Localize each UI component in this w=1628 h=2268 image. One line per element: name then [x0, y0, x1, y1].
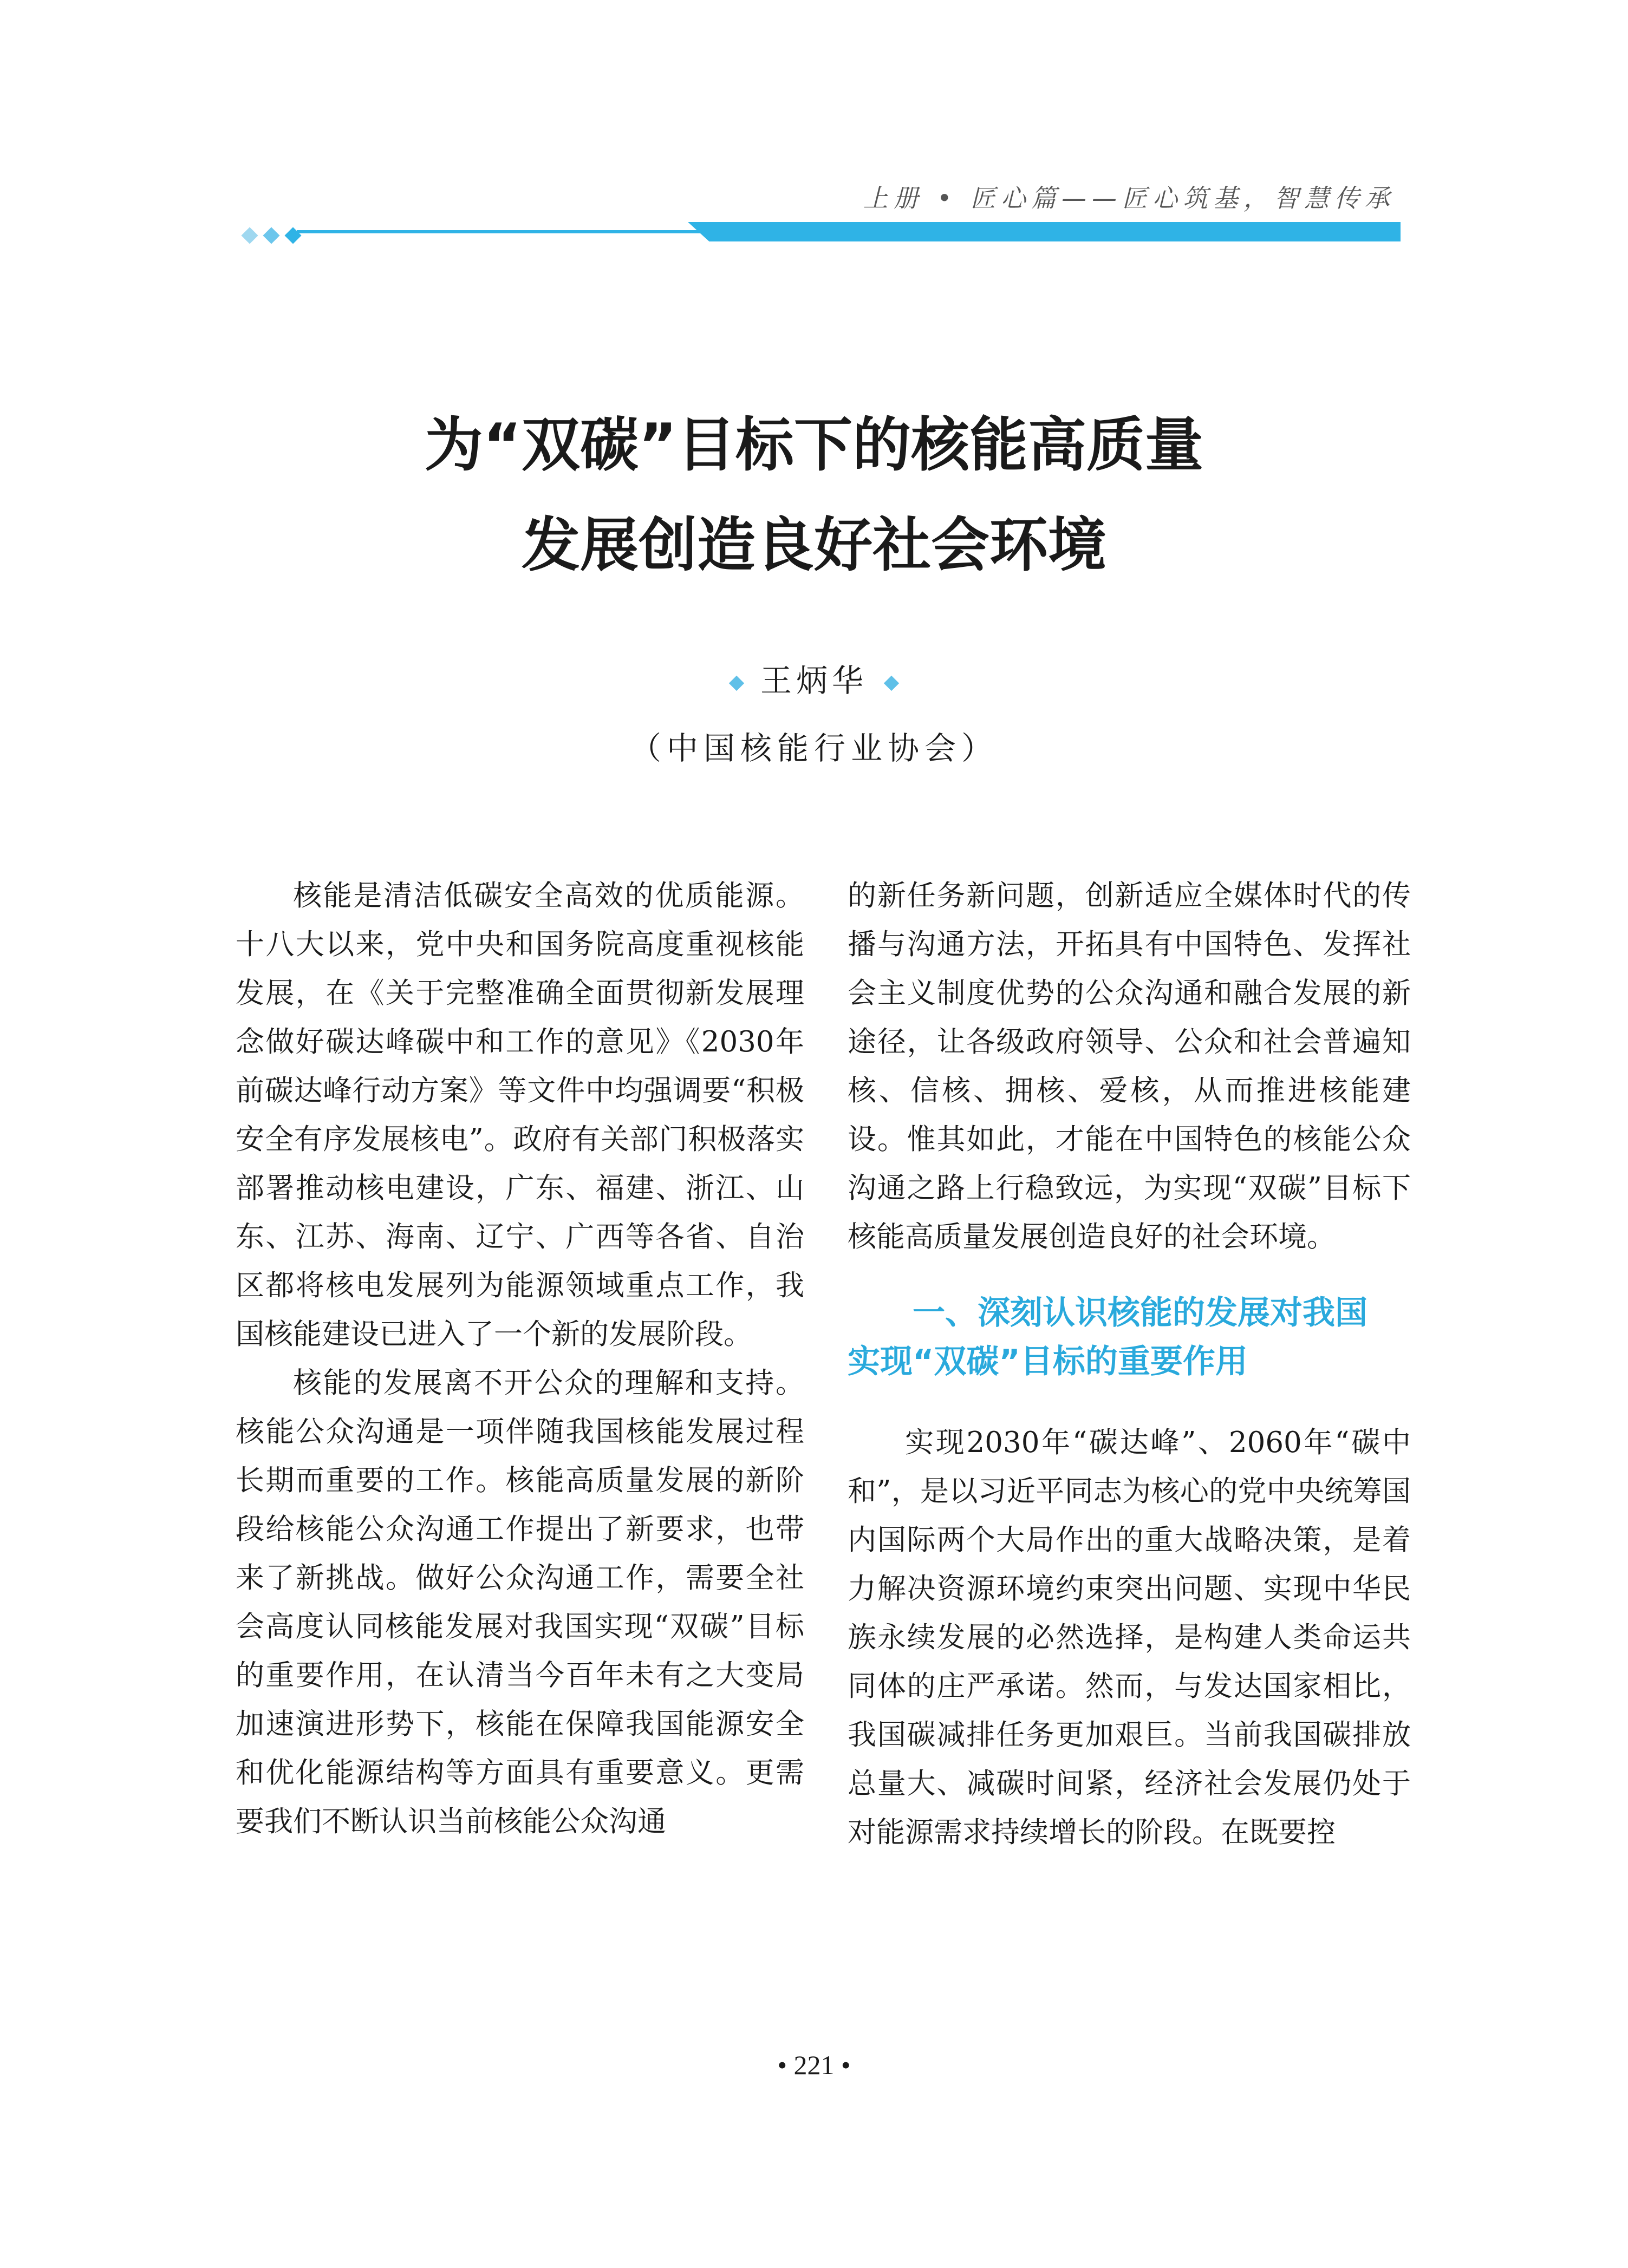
header-diamond-icon — [241, 227, 258, 244]
header-diamond-icon — [263, 227, 279, 244]
paragraph: 的新任务新问题，创新适应全媒体时代的传播与沟通方法，开拓具有中国特色、发挥社会主义制度优势的公众沟通和融合发展的新途径，让各级政府领导、公众和社会普遍知核、信核、拥核、爱核，从而推进核能建设。惟其如此，才能在中国特色的核能公众沟通之路上行稳致远，为实现“双碳”目标下核能高质量发展创造良好的社会环境。 — [848, 879, 1411, 1253]
page-number: • 221 • — [777, 2050, 851, 2080]
right-column — [848, 872, 1411, 1857]
author-line — [0, 655, 1628, 701]
author-affiliation: （中国核能行业协会） — [629, 730, 998, 767]
author-name: 王炳华 — [760, 662, 868, 699]
diamond-icon — [884, 676, 899, 691]
header-rule — [297, 230, 1401, 233]
paragraph: 核能是清洁低碳安全高效的优质能源。十八大以来，党中央和国务院高度重视核能发展，在《关于完整准确全面贯彻新发展理念做好碳达峰碳中和工作的意见》《2030年前碳达峰行动方案》等文件中均强调要“积极安全有序发展核电”。政府有关部门积极落实部署推动核电建设，广东、福建、浙江、山东、江苏、海南、辽宁、广西等各省、自治区都将核电发展列为能源领域重点工作，我国核能建设已进入了一个新的发展阶段。 — [236, 879, 804, 1351]
section-heading — [848, 1289, 1411, 1386]
diamond-icon — [729, 676, 744, 691]
paragraph: 实现2030年“碳达峰”、2060年“碳中和”，是以习近平同志为核心的党中央统筹国内国际两个大局作出的重大战略决策，是着力解决资源环境约束突出问题、实现中华民族永续发展的必然选择，是构建人类命运共同体的庄严承诺。然而，与发达国家相比，我国碳减排任务更加艰巨。当前我国碳排放总量大、减碳时间紧，经济社会发展仍处于对能源需求持续增长的阶段。在既要控 — [848, 1426, 1411, 1849]
paragraph: 核能的发展离不开公众的理解和支持。核能公众沟通是一项伴随我国核能发展过程长期而重要的工作。核能高质量发展的新阶段给核能公众沟通工作提出了新要求，也带来了新挑战。做好公众沟通工作，需要全社会高度认同核能发展对我国实现“双碳”目标的重要作用，在认清当今百年未有之大变局加速演进形势下，核能在保障我国能源安全和优化能源结构等方面具有重要意义。更需要我们不断认识当前核能公众沟通 — [236, 1367, 804, 1838]
section-heading-line1: 一、深刻认识核能的发展对我国 — [913, 1294, 1367, 1332]
article-title-line1: 为“双碳”目标下的核能高质量 — [425, 411, 1203, 479]
section-heading-line2: 实现“双碳”目标的重要作用 — [848, 1343, 1248, 1381]
left-column — [236, 872, 804, 1846]
article-title-line2: 发展创造良好社会环境 — [521, 512, 1106, 579]
running-header: 上册 • 匠心篇——匠心筑基，智慧传承 — [863, 184, 1395, 213]
